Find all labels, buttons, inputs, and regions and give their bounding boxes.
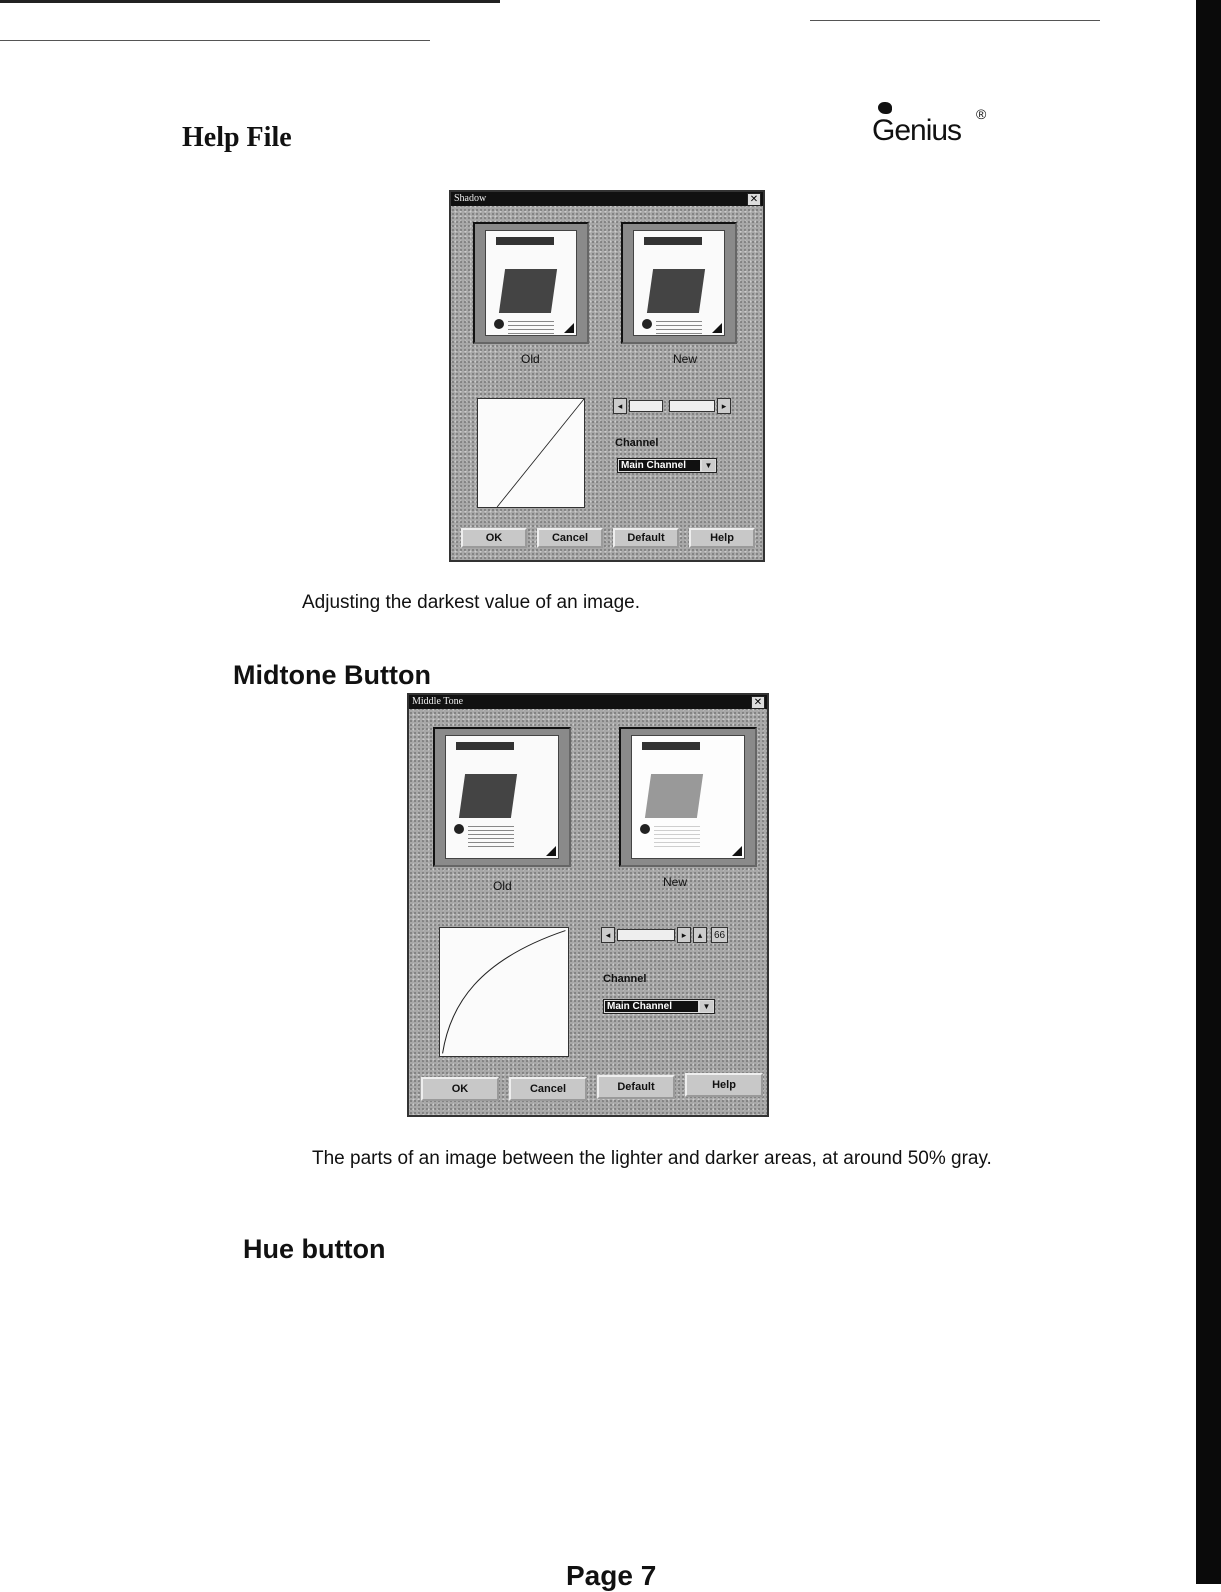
slider-left-icon[interactable]: ◂ xyxy=(601,927,615,943)
default-button[interactable]: Default xyxy=(597,1075,675,1099)
channel-select-value: Main Channel xyxy=(619,460,700,471)
dialog-title: Shadow xyxy=(454,193,487,204)
chevron-down-icon[interactable]: ▼ xyxy=(702,460,715,471)
chevron-down-icon[interactable]: ▼ xyxy=(700,1001,713,1012)
new-label: New xyxy=(673,352,698,366)
hue-heading: Hue button xyxy=(243,1234,386,1264)
new-preview xyxy=(619,727,757,867)
new-preview xyxy=(621,222,737,344)
genius-logo xyxy=(872,102,1002,152)
scan-artifact xyxy=(0,40,430,41)
slider-step-icon[interactable]: ▴ xyxy=(693,927,707,943)
logo-mark-icon xyxy=(878,102,892,114)
old-preview xyxy=(433,727,571,867)
midtone-dialog xyxy=(407,693,769,1117)
ok-button[interactable]: OK xyxy=(461,528,527,548)
old-preview xyxy=(473,222,589,344)
tone-curve-graph[interactable] xyxy=(477,398,585,508)
logo-text: Genius xyxy=(872,114,962,147)
midtone-heading: Midtone Button xyxy=(233,660,431,690)
new-label: New xyxy=(663,875,688,889)
cancel-button[interactable]: Cancel xyxy=(509,1077,587,1101)
document-thumbnail xyxy=(631,735,745,859)
page-number: Page 7 xyxy=(566,1560,657,1591)
slider-track[interactable] xyxy=(629,400,663,412)
dialog-title: Middle Tone xyxy=(412,696,464,707)
slider-value: 66 xyxy=(711,927,728,943)
close-icon[interactable]: ✕ xyxy=(747,193,761,206)
document-thumbnail xyxy=(633,230,725,336)
slider-left-icon[interactable]: ◂ xyxy=(613,398,627,414)
ok-button[interactable]: OK xyxy=(421,1077,499,1101)
slider-right-icon[interactable]: ▸ xyxy=(677,927,691,943)
dialog-titlebar xyxy=(409,695,767,709)
scan-border xyxy=(1196,0,1221,1584)
registered-mark: ® xyxy=(976,106,987,122)
page-header-title: Help File xyxy=(182,122,292,153)
shadow-dialog xyxy=(449,190,765,562)
cancel-button[interactable]: Cancel xyxy=(537,528,603,548)
default-button[interactable]: Default xyxy=(613,528,679,548)
shadow-slider[interactable] xyxy=(613,398,743,414)
help-button[interactable]: Help xyxy=(689,528,755,548)
close-icon[interactable]: ✕ xyxy=(751,696,765,709)
slider-track[interactable] xyxy=(669,400,715,412)
scan-edge-line xyxy=(0,0,500,3)
slider-track[interactable] xyxy=(617,929,675,941)
document-thumbnail xyxy=(445,735,559,859)
channel-select-value: Main Channel xyxy=(605,1001,698,1012)
dialog-titlebar xyxy=(451,192,763,206)
channel-label: Channel xyxy=(603,973,647,985)
midtone-slider[interactable] xyxy=(601,927,761,943)
old-label: Old xyxy=(521,352,540,366)
document-thumbnail xyxy=(485,230,577,336)
shadow-caption: Adjusting the darkest value of an image. xyxy=(302,592,640,613)
channel-select[interactable] xyxy=(617,458,717,473)
slider-right-icon[interactable]: ▸ xyxy=(717,398,731,414)
channel-label: Channel xyxy=(615,437,659,449)
help-button[interactable]: Help xyxy=(685,1073,763,1097)
midtone-caption: The parts of an image between the lighter and darker areas, at around 50% gray. xyxy=(312,1148,992,1169)
old-label: Old xyxy=(493,879,512,893)
tone-curve-graph[interactable] xyxy=(439,927,569,1057)
channel-select[interactable] xyxy=(603,999,715,1014)
scan-artifact xyxy=(810,20,1100,21)
